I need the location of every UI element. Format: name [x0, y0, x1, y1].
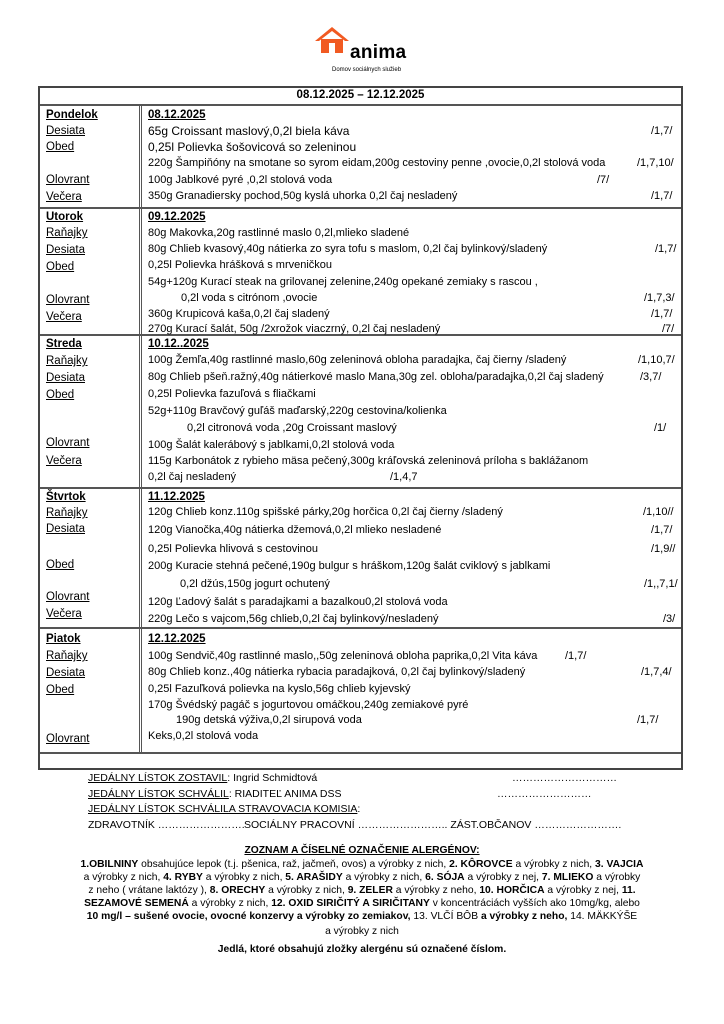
meal-label: Olovrant	[46, 591, 90, 603]
menu-item: 220g Lečo s vajcom,56g chlieb,0,2l čaj bylinkový/nesladený	[148, 613, 439, 625]
house-icon	[314, 26, 350, 56]
allergen-line	[0, 884, 724, 897]
meal-label: Desiata	[46, 125, 85, 137]
allergen-text: 13. VLČÍ BÔB	[413, 911, 479, 922]
allergen-name: 3. VAJCIA	[595, 859, 644, 870]
meal-label: Raňajky	[46, 507, 88, 519]
allergen-code: /1,7/	[651, 125, 673, 137]
logo	[314, 26, 424, 82]
logo-brand: anima	[350, 42, 407, 63]
allergen-name: 11.	[621, 885, 636, 896]
day-name: Pondelok	[46, 109, 98, 121]
meal-label: Obed	[46, 261, 75, 273]
allergen-code: /1,7/	[565, 650, 587, 662]
menu-item: 100g Šalát kalerábový s jablkami,0,2l stolová voda	[148, 439, 395, 451]
allergen-code: /1,4,7	[390, 471, 418, 483]
day-name: Štvrtok	[46, 491, 86, 503]
allergen-name: 7. MLIEKO	[541, 872, 594, 883]
allergen-name: 4. RYBY	[163, 872, 203, 883]
allergen-code: /1,10,7/	[638, 354, 675, 366]
meal-label: Raňajky	[46, 650, 88, 662]
menu-item: 0,25l Fazuľková polievka na kyslo,56g chlieb kyjevský	[148, 683, 411, 695]
allergen-text: v koncentráciách vyšších ako 10mg/kg, alebo	[429, 898, 640, 909]
allergen-name: 9. ZELER	[347, 885, 393, 896]
allergen-code: /7/	[662, 323, 675, 335]
allergen-name: a výrobky z neho,	[478, 911, 571, 922]
allergen-text: a výrobky z nich	[325, 926, 399, 937]
menu-item: 80g Chlieb pšeň.ražný,40g nátierkové maslo Mana,30g zel. obloha/paradajka,0,2l čaj sladený	[148, 371, 604, 383]
allergen-name: SEZAMOVÉ SEMENÁ	[84, 898, 189, 909]
menu-item: 100g Žemľa,40g rastlinné maslo,60g zeleninová obloha paradajka, čaj čierny /sladený	[148, 354, 567, 366]
allergen-code: /3,7/	[640, 371, 662, 383]
divider	[40, 104, 681, 106]
menu-item: 200g Kuracie stehná pečené,190g bulgur s hráškom,120g šalát cviklový s jablkami	[148, 560, 551, 572]
meal-label: Obed	[46, 141, 75, 153]
menu-item: 100g Sendvič,40g rastlinné maslo,,50g zeleninová obloha paprika,0,2l Vita káva	[148, 650, 538, 662]
allergen-name: 1.OBILNINY	[80, 859, 139, 870]
allergen-line	[0, 897, 724, 910]
menu-item: 80g Makovka,20g rastlinné maslo 0,2l,mlieko sladené	[148, 227, 410, 239]
allergen-code: /1,7,4/	[641, 666, 672, 678]
allergen-text: a výrobky	[593, 872, 641, 883]
allergen-code: /1,10//	[643, 506, 674, 518]
allergen-code: /1,7/	[651, 190, 673, 202]
menu-item: 360g Krupicová kaša,0,2l čaj sladený	[148, 308, 330, 320]
menu-item: 120g Ľadový šalát s paradajkami a bazalkou0,2l stolová voda	[148, 596, 448, 608]
allergen-line	[0, 925, 724, 938]
signature-dots: ………………………	[497, 788, 592, 800]
meal-label: Olovrant	[46, 294, 90, 306]
day-name: Utorok	[46, 211, 84, 223]
allergen-code: /1/	[654, 422, 667, 434]
menu-item: 0,25l Polievka fazuľová s fliačkami	[148, 388, 316, 400]
menu-item: 80g Chlieb konz.,40g nátierka rybacia paradajková, 0,2l čaj bylinkový/sladený	[148, 666, 526, 678]
allergen-text: a výrobky z nich,	[512, 859, 596, 870]
allergen-name: 8. ORECHY	[209, 885, 266, 896]
menu-item: 350g Granadiersky pochod,50g kyslá uhorka 0,2l čaj nesladený	[148, 190, 458, 202]
menu-item: 0,25l Polievka hlivová s cestovinou	[148, 543, 318, 555]
divider	[40, 207, 681, 209]
period-header: 08.12.2025 – 12.12.2025	[296, 89, 425, 101]
menu-item: 190g detská výživa,0,2l sirupová voda	[176, 714, 362, 726]
day-date: 09.12.2025	[148, 211, 206, 223]
allergen-text: a výrobky z nich,	[265, 885, 348, 896]
allergen-name: 10 mg/l – sušené ovocie, ovocné konzervy a výrobky zo zemiakov,	[86, 911, 414, 922]
allergen-code: /1,7/	[651, 308, 673, 320]
menu-item: 100g Jablkové pyré ,0,2l stolová voda	[148, 174, 333, 186]
meal-label: Olovrant	[46, 437, 90, 449]
allergen-text: a výrobky z nich,	[83, 872, 164, 883]
menu-item: 270g Kurací šalát, 50g /2xrožok viaczrný, 0,2l čaj nesladený	[148, 323, 441, 335]
meal-label: Večera	[46, 608, 82, 620]
menu-item: 0,25l Polievka hrášková s mrveničkou	[148, 259, 333, 271]
column-divider	[141, 104, 142, 754]
allergen-text: a výrobky z nich,	[342, 872, 426, 883]
allergen-text: obsahujúce lepok (t.j. pšenica, raž, jačmeň, ovos) a výrobky z nich,	[138, 859, 450, 870]
approved-label: JEDÁLNY LÍSTOK SCHVÁLIL	[88, 788, 229, 800]
meal-label: Večera	[46, 191, 82, 203]
allergen-note: Jedlá, ktoré obsahujú zložky alergénu sú označené číslom.	[217, 944, 507, 955]
signature-dots: …………………………	[512, 772, 617, 784]
meal-label: Obed	[46, 389, 75, 401]
allergen-line	[0, 858, 724, 871]
meal-label: Večera	[46, 455, 82, 467]
compiled-label: JEDÁLNY LÍSTOK ZOSTAVIL	[88, 772, 228, 784]
social-worker: SOCIÁLNY PRACOVNÍ …………………….. ZÁST.OBČANOV …………………….	[244, 819, 622, 831]
approved-by-line	[88, 788, 341, 800]
meal-label: Desiata	[46, 523, 85, 535]
meal-label: Desiata	[46, 244, 85, 256]
allergen-line	[0, 910, 724, 923]
menu-item: 80g Chlieb kvasový,40g nátierka zo syra tofu s maslom, 0,2l čaj bylinkový/sladený	[148, 243, 548, 255]
menu-item: 0,2l čaj nesladený	[148, 471, 237, 483]
allergen-code: /1,7,10/	[637, 157, 674, 169]
meal-label: Raňajky	[46, 355, 88, 367]
allergen-code: /3/	[663, 613, 676, 625]
column-divider	[139, 104, 140, 754]
menu-item: 0,25l Polievka šošovicová so zeleninou	[148, 140, 357, 154]
meal-label: Večera	[46, 311, 82, 323]
allergen-line	[0, 871, 724, 884]
allergen-text: z neho ( vrátane laktózy ),	[88, 885, 210, 896]
allergen-name: 10. HORČICA	[479, 885, 545, 896]
day-name: Streda	[46, 338, 82, 350]
meal-label: Obed	[46, 684, 75, 696]
menu-item: 120g Chlieb konz.110g spišské párky,20g horčica 0,2l čaj čierny /sladený	[148, 506, 503, 518]
allergen-code: /7/	[597, 174, 610, 186]
compiled-by-line	[88, 772, 317, 784]
meal-label: Obed	[46, 559, 75, 571]
meal-label: Raňajky	[46, 227, 88, 239]
menu-item: 0,2l voda s citrónom ,ovocie	[181, 292, 318, 304]
allergen-title: ZOZNAM A ČÍSELNÉ OZNAČENIE ALERGÉNOV:	[244, 845, 480, 856]
menu-item: 120g Vianočka,40g nátierka džemová,0,2l mlieko nesladené	[148, 524, 442, 536]
day-date: 10.12..2025	[148, 338, 209, 350]
day-date: 12.12.2025	[148, 633, 206, 645]
day-date: 11.12.2025	[148, 491, 205, 503]
approved-name: : RIADITEĽ ANIMA DSS	[228, 788, 342, 800]
meal-label: Olovrant	[46, 733, 90, 745]
menu-item: 0,2l džús,150g jogurt ochutený	[180, 578, 330, 590]
day-name: Piatok	[46, 633, 81, 645]
allergen-text: a výrobky z nej,	[464, 872, 542, 883]
menu-item: 115g Karbonátok z rybieho mäsa pečený,300g kráľovská zeleninová príloha s baklážanom	[148, 455, 589, 467]
allergen-text: a výrobky z nej,	[544, 885, 622, 896]
allergen-code: /1,7/	[655, 243, 677, 255]
allergen-name: 5. ARAŠIDY	[285, 872, 343, 883]
menu-item: 170g Švédský pagáč s jogurtovou omáčkou,240g zemiakové pyré	[148, 699, 469, 711]
commission-line: JEDÁLNY LÍSTOK SCHVÁLILA STRAVOVACIA KOMISIA:	[88, 803, 361, 815]
meal-label: Desiata	[46, 372, 85, 384]
menu-item: 220g Šampiňóny na smotane so syrom eidam,200g cestoviny penne ,ovocie,0,2l stolová voda	[148, 157, 606, 169]
menu-item: 65g Croissant maslový,0,2l biela káva	[148, 124, 350, 138]
allergen-text: a výrobky z nich,	[202, 872, 286, 883]
allergen-text: 14. MÄKKÝŠE	[570, 911, 638, 922]
day-date: 08.12.2025	[148, 109, 206, 121]
divider	[40, 752, 681, 754]
meal-label: Olovrant	[46, 174, 90, 186]
divider	[40, 487, 681, 489]
allergen-text: a výrobky z nich,	[188, 898, 272, 909]
allergen-code: /1,7,3/	[644, 292, 675, 304]
menu-item: 52g+110g Bravčový guľáš maďarský,220g cestovina/kolienka	[148, 405, 447, 417]
allergen-code: /1,7/	[637, 714, 659, 726]
allergen-name: 6. SÓJA	[425, 872, 465, 883]
menu-item: 0,2l citronová voda ,20g Croissant maslový	[187, 422, 397, 434]
divider	[40, 627, 681, 629]
menu-item: 54g+120g Kurací steak na grilovanej zelenine,240g opekané zemiaky s rascou ,	[148, 276, 538, 288]
menu-item: Keks,0,2l stolová voda	[148, 730, 259, 742]
allergen-name: 12. OXID SIRIČITÝ A SIRIČITANY	[271, 898, 430, 909]
allergen-code: /1,7/	[651, 524, 673, 536]
compiled-name: : Ingrid Schmidtová	[227, 772, 318, 784]
health-worker: ZDRAVOTNÍK …………………….	[88, 819, 245, 831]
allergen-code: /1,9//	[651, 543, 676, 555]
allergen-code: /1,,7,1/	[644, 578, 678, 590]
meal-label: Desiata	[46, 667, 85, 679]
commission-label: JEDÁLNY LÍSTOK SCHVÁLILA STRAVOVACIA KOMISIA	[88, 803, 358, 815]
allergen-text: a výrobky z neho,	[392, 885, 480, 896]
logo-subtitle: Domov sociálnych služieb	[332, 67, 402, 73]
allergen-name: 2. KÔROVCE	[449, 859, 513, 870]
